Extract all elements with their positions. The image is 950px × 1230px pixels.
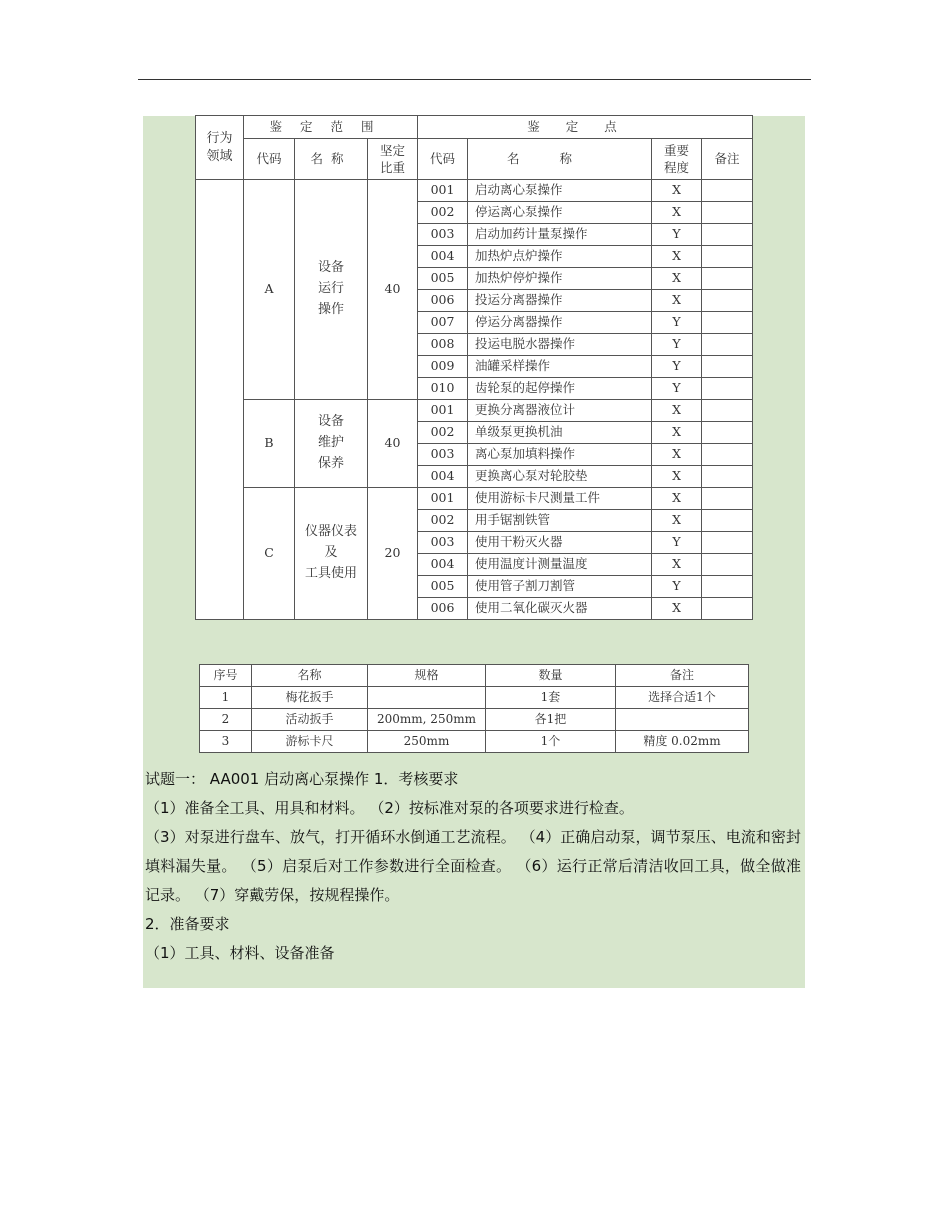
- point-code: 010: [418, 378, 468, 400]
- point-code: 002: [418, 422, 468, 444]
- section-2-title: 2．准备要求: [145, 915, 230, 933]
- header-scope: 鉴定范围: [244, 116, 418, 139]
- point-remark: [702, 378, 753, 400]
- point-level: X: [652, 180, 702, 202]
- point-level: X: [652, 202, 702, 224]
- point-code: 005: [418, 576, 468, 598]
- group-name: [295, 400, 368, 488]
- header-remark: 备注: [702, 139, 753, 180]
- tools-cell: 游标卡尺: [252, 731, 368, 753]
- header-row-1: [196, 116, 753, 139]
- point-name: 单级泵更换机油: [468, 422, 652, 444]
- tools-cell: 梅花扳手: [252, 687, 368, 709]
- point-remark: [702, 268, 753, 290]
- point-level: Y: [652, 576, 702, 598]
- point-name: 使用管子割刀割管: [468, 576, 652, 598]
- point-code: 003: [418, 224, 468, 246]
- point-name: 使用二氧化碳灭火器: [468, 598, 652, 620]
- tools-cell: 3: [200, 731, 252, 753]
- point-level: Y: [652, 224, 702, 246]
- group-name-text: 设备运行操作: [318, 260, 345, 317]
- point-name: 使用干粉灭火器: [468, 532, 652, 554]
- point-remark: [702, 488, 753, 510]
- domain-cell: [196, 180, 244, 620]
- point-remark: [702, 510, 753, 532]
- tools-header-cell: 规格: [368, 665, 486, 687]
- tools-header-row: [200, 665, 749, 687]
- tools-cell: 选择合适1个: [616, 687, 749, 709]
- header-point-code: 代码: [418, 139, 468, 180]
- point-name: 停运分离器操作: [468, 312, 652, 334]
- point-name: 齿轮泵的起停操作: [468, 378, 652, 400]
- point-name: 投运分离器操作: [468, 290, 652, 312]
- point-level: X: [652, 554, 702, 576]
- point-code: 002: [418, 202, 468, 224]
- table-row: [196, 400, 753, 422]
- tools-cell: 1: [200, 687, 252, 709]
- point-code: 006: [418, 290, 468, 312]
- point-remark: [702, 180, 753, 202]
- header-weight: 坚定比重: [368, 139, 418, 180]
- tools-header-cell: 数量: [486, 665, 616, 687]
- group-code: B: [244, 400, 295, 488]
- point-name: 离心泵加填料操作: [468, 444, 652, 466]
- point-name: 用手锯割铁管: [468, 510, 652, 532]
- table-row: [200, 731, 749, 753]
- point-name: 使用温度计测量温度: [468, 554, 652, 576]
- prep-item-1: （1）工具、材料、设备准备: [145, 944, 335, 962]
- point-code: 005: [418, 268, 468, 290]
- point-level: X: [652, 510, 702, 532]
- tools-cell: 2: [200, 709, 252, 731]
- point-code: 003: [418, 444, 468, 466]
- point-name: 油罐采样操作: [468, 356, 652, 378]
- point-code: 008: [418, 334, 468, 356]
- header-importance: 重要程度: [652, 139, 702, 180]
- point-code: 007: [418, 312, 468, 334]
- point-level: X: [652, 268, 702, 290]
- tools-cell: 精度 0.02mm: [616, 731, 749, 753]
- group-weight: 20: [368, 488, 418, 620]
- point-code: 006: [418, 598, 468, 620]
- point-level: Y: [652, 312, 702, 334]
- point-code: 009: [418, 356, 468, 378]
- point-remark: [702, 422, 753, 444]
- point-remark: [702, 466, 753, 488]
- point-code: 003: [418, 532, 468, 554]
- point-name: 启动加药计量泵操作: [468, 224, 652, 246]
- table-row: [200, 687, 749, 709]
- header-rule: [138, 79, 811, 80]
- header-point-name: 名称: [468, 139, 652, 180]
- point-level: Y: [652, 356, 702, 378]
- point-code: 001: [418, 400, 468, 422]
- group-name: [295, 180, 368, 400]
- point-level: Y: [652, 334, 702, 356]
- point-code: 004: [418, 246, 468, 268]
- point-level: X: [652, 422, 702, 444]
- point-level: X: [652, 444, 702, 466]
- point-code: 004: [418, 554, 468, 576]
- point-code: 001: [418, 488, 468, 510]
- point-name: 加热炉点炉操作: [468, 246, 652, 268]
- tools-cell: 各1把: [486, 709, 616, 731]
- point-name: 使用游标卡尺测量工件: [468, 488, 652, 510]
- point-level: X: [652, 246, 702, 268]
- point-level: X: [652, 400, 702, 422]
- tools-cell: 200mm, 250mm: [368, 709, 486, 731]
- point-name: 停运离心泵操作: [468, 202, 652, 224]
- group-name-text: 设备维护保养: [318, 414, 345, 471]
- point-remark: [702, 312, 753, 334]
- header-name: 名称: [295, 139, 368, 180]
- group-code: A: [244, 180, 295, 400]
- point-remark: [702, 400, 753, 422]
- point-level: X: [652, 598, 702, 620]
- point-code: 002: [418, 510, 468, 532]
- group-weight: 40: [368, 400, 418, 488]
- table-row: [196, 488, 753, 510]
- point-code: 001: [418, 180, 468, 202]
- point-remark: [702, 356, 753, 378]
- point-remark: [702, 202, 753, 224]
- header-code: 代码: [244, 139, 295, 180]
- tools-header-cell: 备注: [616, 665, 749, 687]
- table-row: [200, 709, 749, 731]
- tools-cell: 250mm: [368, 731, 486, 753]
- header-row-2: [196, 139, 753, 180]
- point-level: X: [652, 290, 702, 312]
- point-level: Y: [652, 378, 702, 400]
- tools-header-cell: 名称: [252, 665, 368, 687]
- group-code: C: [244, 488, 295, 620]
- point-remark: [702, 532, 753, 554]
- point-remark: [702, 598, 753, 620]
- point-name: 加热炉停炉操作: [468, 268, 652, 290]
- requirement-1-2: （1）准备全工具、用具和材料。 （2）按标准对泵的各项要求进行检查。: [145, 799, 634, 817]
- point-name: 投运电脱水器操作: [468, 334, 652, 356]
- point-level: Y: [652, 532, 702, 554]
- tools-cell: [616, 709, 749, 731]
- point-name: 启动离心泵操作: [468, 180, 652, 202]
- point-remark: [702, 246, 753, 268]
- point-remark: [702, 334, 753, 356]
- exam-title: 试题一： AA001 启动离心泵操作 1．考核要求: [145, 770, 459, 788]
- tools-cell: 1个: [486, 731, 616, 753]
- tools-cell: 活动扳手: [252, 709, 368, 731]
- group-name-line: 工具使用: [304, 565, 357, 581]
- requirement-3-7: （3）对泵进行盘车、放气，打开循环水倒通工艺流程。 （4）正确启动泵，调节泵压、电流和密封填料漏失量。 （5）启泵后对工作参数进行全面检查。 （6）运行正常后清洁收回工具，做全做准记录。 （7）穿戴劳保，按规程操作。: [145, 828, 801, 904]
- group-name: [295, 488, 368, 620]
- point-remark: [702, 224, 753, 246]
- group-weight: 40: [368, 180, 418, 400]
- header-domain: 行为领域: [196, 116, 244, 180]
- point-name: 更换离心泵对轮胶垫: [468, 466, 652, 488]
- exam-text: [145, 765, 801, 968]
- point-name: 更换分离器液位计: [468, 400, 652, 422]
- tools-table: [199, 664, 749, 753]
- tools-cell: [368, 687, 486, 709]
- point-level: X: [652, 466, 702, 488]
- group-name-line: 仪器仪表: [304, 524, 357, 540]
- header-points: 鉴定点: [418, 116, 753, 139]
- tools-cell: 1套: [486, 687, 616, 709]
- assessment-table: [195, 115, 753, 620]
- table-row: [196, 180, 753, 202]
- group-name-line: 及: [324, 545, 338, 561]
- point-remark: [702, 290, 753, 312]
- point-remark: [702, 444, 753, 466]
- point-remark: [702, 576, 753, 598]
- point-code: 004: [418, 466, 468, 488]
- tools-header-cell: 序号: [200, 665, 252, 687]
- point-remark: [702, 554, 753, 576]
- point-level: X: [652, 488, 702, 510]
